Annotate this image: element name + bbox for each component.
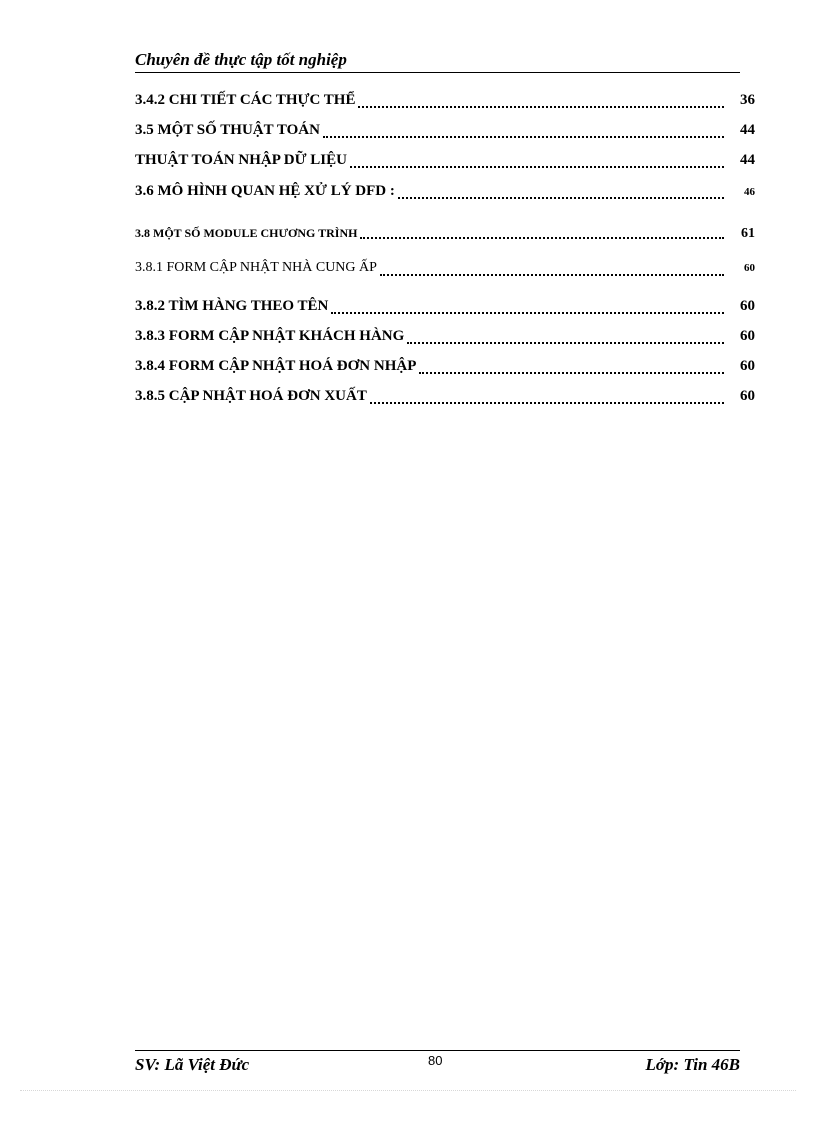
toc-entry-page: 60 — [740, 298, 755, 314]
toc-entry-page: 46 — [744, 186, 755, 198]
toc-entry-label: 3.6 MÔ HÌNH QUAN HỆ XỬ LÝ DFD : — [135, 183, 395, 199]
toc-entry-label: 3.8.5 CẬP NHẬT HOÁ ĐƠN XUẤT — [135, 388, 367, 404]
toc-entry-label: 3.8 MỘT SỐ MODULE CHƯƠNG TRÌNH — [135, 226, 358, 240]
toc-entry — [135, 226, 755, 242]
toc-entry — [135, 260, 755, 276]
toc-entry-label: 3.8.2 TÌM HÀNG THEO TÊN — [135, 298, 329, 314]
dot-leader — [360, 226, 724, 239]
toc-entry-page: 60 — [740, 358, 755, 374]
toc-entry — [135, 122, 755, 139]
page-footer — [135, 1050, 740, 1075]
toc-entry-label: 3.8.4 FORM CẬP NHẬT HOÁ ĐƠN NHẬP — [135, 358, 417, 374]
toc-entry-label: 3.4.2 CHI TIẾT CÁC THỰC THỂ — [135, 92, 356, 108]
student-name: SV: Lã Việt Đức — [135, 1055, 250, 1074]
dot-leader — [350, 152, 724, 168]
page-number: 80 — [428, 1053, 443, 1068]
dot-leader — [370, 388, 724, 404]
toc-entry-page: 61 — [741, 226, 755, 241]
toc-entry-label: 3.8.3 FORM CẬP NHẬT KHÁCH HÀNG — [135, 328, 405, 344]
dot-leader — [380, 260, 724, 276]
dot-leader — [323, 122, 724, 138]
toc-entry-page: 44 — [740, 122, 755, 138]
dot-leader — [331, 298, 724, 314]
toc-entry — [135, 183, 755, 200]
toc-entry-page: 60 — [740, 388, 755, 404]
class-name: Lớp: Tin 46B — [645, 1055, 740, 1074]
bottom-divider — [20, 1090, 796, 1091]
document-title: Chuyên đề thực tập tốt nghiệp — [135, 50, 347, 69]
page-header — [135, 50, 740, 73]
toc-entry-label: 3.5 MỘT SỐ THUẬT TOÁN — [135, 122, 320, 138]
toc-entry-label: THUẬT TOÁN NHẬP DỮ LIỆU — [135, 152, 347, 168]
toc-entry-label: 3.8.1 FORM CẬP NHẬT NHÀ CUNG ẤP — [135, 260, 377, 275]
dot-leader — [398, 183, 724, 199]
toc-entry — [135, 152, 755, 169]
toc-entry-page: 44 — [740, 152, 755, 168]
dot-leader — [358, 92, 724, 108]
toc-entry — [135, 328, 755, 345]
dot-leader — [407, 328, 724, 344]
toc-entry — [135, 388, 755, 405]
toc-entry-page: 60 — [744, 262, 755, 274]
toc-entry — [135, 92, 755, 109]
toc-entry-page: 36 — [740, 92, 755, 108]
dot-leader — [419, 358, 724, 374]
toc-entry-page: 60 — [740, 328, 755, 344]
toc-entry — [135, 298, 755, 315]
toc-entry — [135, 358, 755, 375]
